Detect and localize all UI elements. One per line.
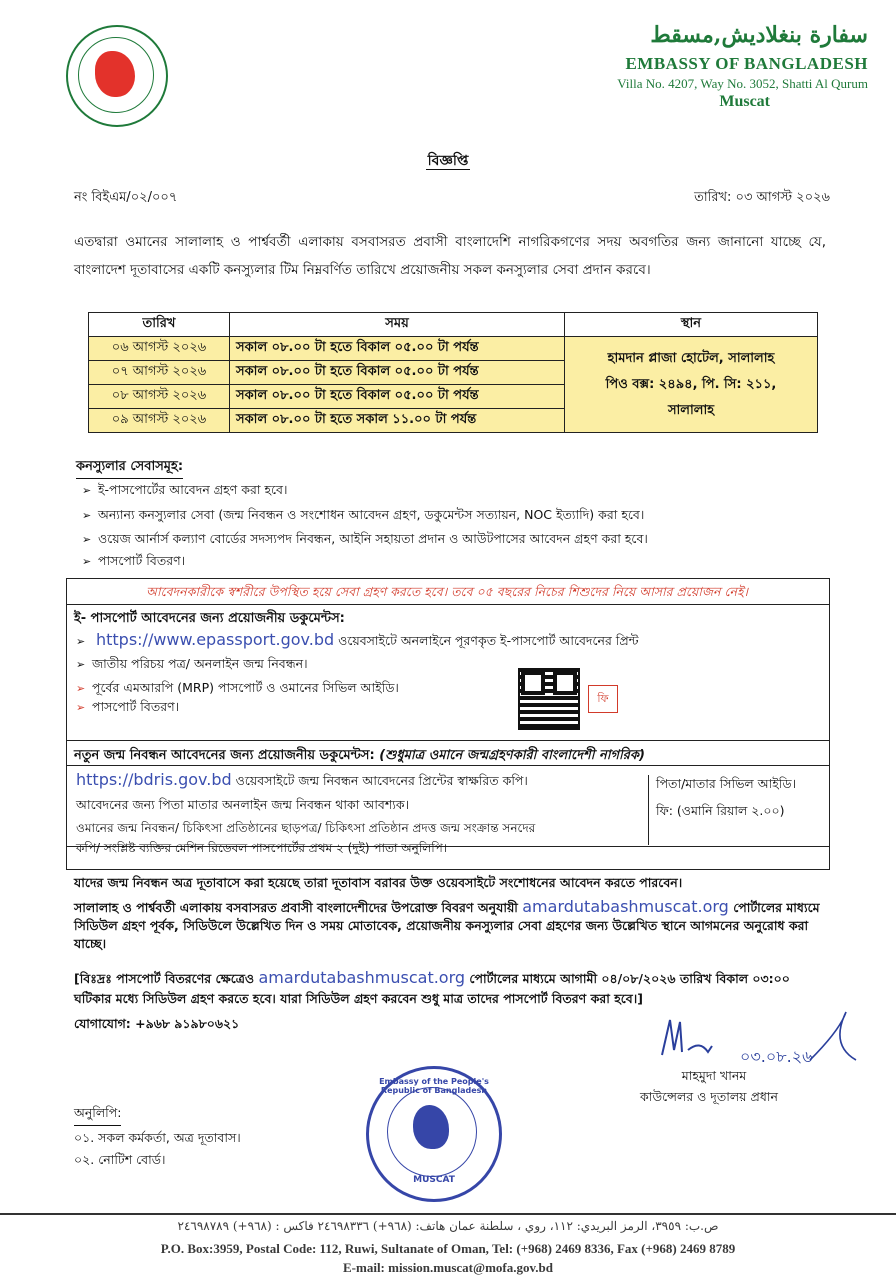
correction-note: যাদের জন্ম নিবন্ধন অত্র দূতাবাসে করা হয়েছে তারা দূতাবাস বরাবর উক্ত ওয়েবসাইটে সংশোধনের আবেদন করতে পারবেন। xyxy=(74,875,683,890)
fee-badge: ফি xyxy=(588,685,618,713)
attendance-note: আবেদনকারীকে স্বশরীরে উপস্থিত হয়ে সেবা গ্রহণ করতে হবে। তবে ০৫ বছরের নিচের শিশুদের নিয়ে আসার প্রয়োজন নেই। xyxy=(146,584,748,599)
copies-heading: অনুলিপি: xyxy=(74,1105,121,1126)
list-item xyxy=(76,699,179,719)
doc-text: পূর্বের এমআরপি (MRP) পাসপোর্ট ও ওমানের সিভিল আইডি। xyxy=(92,680,399,695)
signature-image xyxy=(660,1010,860,1070)
side-fee: ফি: (ওমানি রিয়াল ২.০০) xyxy=(656,803,785,818)
arrow-bullet-icon: ➢ xyxy=(82,509,92,522)
footer-english: P.O. Box:3959, Postal Code: 112, Ruwi, Sultanate of Oman, Tel: (+968) 2469 8336, Fax (+968) 2469 8789 xyxy=(160,1241,736,1256)
row-date: ০৭ আগস্ট ২০২৬ xyxy=(89,361,230,385)
embassy-name-english: EMBASSY OF BANGLADESH xyxy=(625,54,868,73)
list-item xyxy=(76,770,528,793)
bangladesh-map-icon xyxy=(413,1105,449,1149)
service-text: অন্যান্য কনস্যুলার সেবা (জন্ম নিবন্ধন ও সংশোধন আবেদন গ্রহণ, ডকুমেন্টস সত্যায়ন, NOC ইত্যাদি) করা হবে। xyxy=(98,507,645,522)
qr-code-icon[interactable] xyxy=(518,668,580,730)
intro-paragraph: এতদ্বারা ওমানের সালালাহ ও পার্শ্ববর্তী এলাকায় বসবাসরত প্রবাসী বাংলাদেশি নাগরিকগণের সদয় অবগতির জন্য জানানো যাচ্ছে যে, বাংলাদেশ দূতাবাসের একটি কনস্যুলার টিম নিম্নবর্ণিত তারিখে প্রয়োজনীয় সকল কনস্যুলার সেবা প্রদান করবে। xyxy=(74,234,826,278)
venue-line-1: হামদান প্লাজা হোটেল, সালালাহ xyxy=(607,350,775,366)
services-heading: কনস্যুলার সেবাসমূহ: xyxy=(76,457,183,479)
embassy-stamp xyxy=(366,1066,502,1202)
list-item xyxy=(82,553,185,573)
header-date: তারিখ xyxy=(89,313,230,337)
header-venue: স্থান xyxy=(565,313,818,337)
list-item xyxy=(82,507,644,527)
venue-line-2: পিও বক্স: ২৪৯৪, পি. সি: ২১১, xyxy=(605,376,777,392)
service-text: ওয়েজ আর্নার্স কল্যাণ বোর্ডের সদস্যপদ নিবন্ধন, আইনি সহায়তা প্রদান ও আউটপাসের আবেদন গ্রহণ করা হবে। xyxy=(98,531,648,546)
doc-text: পাসপোর্ট বিতরণ। xyxy=(92,699,180,714)
venue-cell xyxy=(565,337,818,433)
column-divider xyxy=(648,775,649,845)
schedule-paragraph xyxy=(74,898,826,953)
arrow-bullet-icon: ➢ xyxy=(82,555,92,568)
para3-before: [বিঃদ্রঃ পাসপোর্ট বিতরণের ক্ষেত্রেও xyxy=(74,971,255,986)
stamp-city: MUSCAT xyxy=(413,1175,455,1185)
row-date: ০৮ আগস্ট ২০২৬ xyxy=(89,385,230,409)
footer-divider xyxy=(0,1213,896,1215)
list-item: ০২. নোটিশ বোর্ড। xyxy=(74,1152,166,1167)
contact-number: যোগাযোগ: +৯৬৮ ৯১৯৮০৬২১ xyxy=(74,1016,240,1031)
arrow-bullet-icon: ➢ xyxy=(76,682,86,695)
notice-title: বিজ্ঞপ্তি xyxy=(427,153,469,169)
notice-date: তারিখ: ০৩ আগস্ট ২০২৬ xyxy=(694,190,830,205)
divider xyxy=(66,604,830,605)
stamp-ring-text: Embassy of the People's Republic of Bangladesh xyxy=(379,1077,489,1095)
signatory-name: মাহমুদা খানম xyxy=(681,1068,747,1083)
arrow-bullet-icon: ➢ xyxy=(82,484,92,497)
epassport-link-suffix: ওয়েবসাইটে অনলাইনে পূরণকৃত ই-পাসপোর্ট আবেদনের প্রিন্ট xyxy=(338,633,639,648)
bdris-link-suffix: ওয়েবসাইটে জন্ম নিবন্ধন আবেদনের প্রিন্টের স্বাক্ষরিত কপি। xyxy=(235,773,528,788)
row-time: সকাল ০৮.০০ টা হতে বিকাল ০৫.০০ টা পর্যন্ত xyxy=(230,385,565,409)
birth-heading-text: নতুন জন্ম নিবন্ধন আবেদনের জন্য প্রয়োজনীয় ডকুমেন্টস: xyxy=(74,748,375,763)
header-time: সময় xyxy=(230,313,565,337)
para2-after: পোর্টালের মাধ্যমে সিডিউল গ্রহণ পূর্বক, সিডিউলে উল্লেখিত দিন ও সময় মোতাবেক, প্রয়োজনীয় কনস্যুলার সেবা গ্রহণের জন্য উল্লেখিত স্থানে আগমনের অনুরোধ করা যাচ্ছে। xyxy=(74,900,820,951)
passport-delivery-note xyxy=(74,968,830,1009)
table-header-row xyxy=(89,313,818,337)
arrow-bullet-icon: ➢ xyxy=(76,701,86,714)
arrow-bullet-icon: ➢ xyxy=(76,658,86,671)
list-item xyxy=(76,656,308,676)
signature-date: ০৩.০৮.২৬ xyxy=(740,1047,813,1066)
schedule-table xyxy=(88,312,818,433)
row-time: সকাল ০৮.০০ টা হতে সকাল ১১.০০ টা পর্যন্ত xyxy=(230,409,565,433)
service-text: পাসপোর্ট বিতরণ। xyxy=(98,553,186,568)
embassy-city: Muscat xyxy=(719,93,770,110)
portal-link[interactable]: amardutabashmuscat.org xyxy=(258,968,466,987)
embassy-name-arabic: سفارة بنغلاديش,مسقط xyxy=(650,22,868,48)
table-row xyxy=(89,337,818,361)
birth-line-3: ওমানের জন্ম নিবন্ধন/ চিকিৎসা প্রতিষ্ঠানের ছাড়পত্র/ চিকিৎসা প্রতিষ্ঠান প্রদত্ত জন্ম সংক্রান্ত সনদের xyxy=(76,821,536,835)
venue-line-3: সালালাহ xyxy=(667,402,715,418)
footer-arabic: ص.ب: ٣٩٥٩، الرمز البريدي: ١١٢، روي ، سلطنة عمان هاتف: (٩٦٨+) ٢٤٦٩٨٣٣٦ فاكس : (٩٦٨+) ٢٤٦٩٨٧٨٩ xyxy=(177,1219,719,1233)
row-date: ০৬ আগস্ট ২০২৬ xyxy=(89,337,230,361)
footer-email: E-mail: mission.muscat@mofa.gov.bd xyxy=(343,1260,553,1275)
birth-registration-heading xyxy=(74,746,645,767)
doc-text: জাতীয় পরিচয় পত্র/ অনলাইন জন্ম নিবন্ধন। xyxy=(92,656,308,671)
service-text: ই-পাসপোর্টের আবেদন গ্রহণ করা হবে। xyxy=(98,482,288,497)
row-date: ০৯ আগস্ট ২০২৬ xyxy=(89,409,230,433)
epassport-link[interactable]: https://www.epassport.gov.bd xyxy=(95,630,335,649)
list-item xyxy=(76,680,399,700)
side-civil-id: পিতা/মাতার সিভিল আইডি। xyxy=(656,776,797,791)
government-seal xyxy=(66,25,168,127)
birth-line-2: আবেদনের জন্য পিতা মাতার অনলাইন জন্ম নিবন্ধন থাকা আবশ্যক। xyxy=(76,797,410,812)
list-item xyxy=(76,630,639,653)
para3-after: পোর্টালের মাধ্যমে আগামী ০৪/০৮/২০২৬ তারিখ বিকাল ০৩:০০ ঘটিকার মধ্যে সিডিউল গ্রহণ করতে হবে। যারা সিডিউল গ্রহণ করবেন শুধু মাত্র তাদের পাসপোর্ট বিতরণ করা হবে।] xyxy=(74,971,790,1006)
birth-heading-note: (শুধুমাত্র ওমানে জন্মগ্রহণকারী বাংলাদেশী নাগরিক) xyxy=(379,748,645,763)
divider xyxy=(66,740,830,741)
row-time: সকাল ০৮.০০ টা হতে বিকাল ০৫.০০ টা পর্যন্ত xyxy=(230,337,565,361)
list-item: ০১. সকল কর্মকর্তা, অত্র দূতাবাস। xyxy=(74,1130,241,1145)
reference-number: নং বিইএম/০২/০০৭ xyxy=(74,190,178,205)
list-item xyxy=(82,482,287,502)
notice-title-wrap xyxy=(0,149,896,173)
embassy-address: Villa No. 4207, Way No. 3052, Shatti Al Qurum xyxy=(617,76,868,91)
row-time: সকাল ০৮.০০ টা হতে বিকাল ০৫.০০ টা পর্যন্ত xyxy=(230,361,565,385)
portal-link[interactable]: amardutabashmuscat.org xyxy=(522,897,729,916)
signatory-title: কাউন্সেলর ও দূতালয় প্রধান xyxy=(640,1089,778,1104)
epassport-heading: ই- পাসপোর্ট আবেদনের জন্য প্রয়োজনীয় ডকুমেন্টস: xyxy=(74,611,345,626)
arrow-bullet-icon: ➢ xyxy=(76,635,86,648)
arrow-bullet-icon: ➢ xyxy=(82,533,92,546)
birth-line-4: কপি/ সংশ্লিষ্ট ব্যক্তির মেশিন রিডেবল পাসপোর্টের প্রথম ২ (দুই) পাতা অনুলিপি। xyxy=(76,841,448,855)
list-item xyxy=(82,531,648,551)
para2-before: সালালাহ ও পার্শ্ববর্তী এলাকায় বসবাসরত প্রবাসী বাংলাদেশীদের উপরোক্ত বিবরণ অনুযায়ী xyxy=(74,900,518,915)
bdris-link[interactable]: https://bdris.gov.bd xyxy=(76,770,232,789)
